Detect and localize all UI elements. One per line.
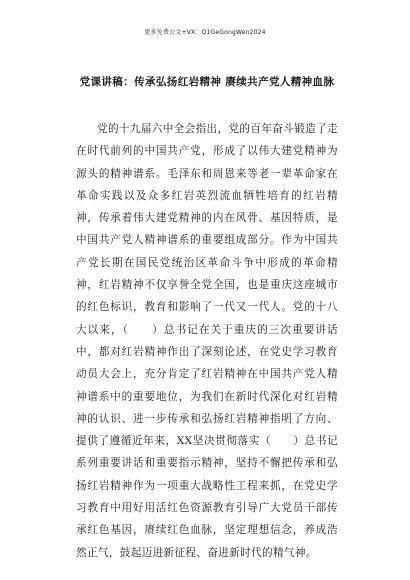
document-title: 党课讲稿：传承弘扬红岩精神 赓续共产党人精神血脉 — [79, 76, 335, 88]
header-note: 更多免费公文+VX：Q1GeGongWen2024 — [144, 29, 266, 36]
body-paragraph: 党的十九届六中全会指出，党的百年奋斗锻造了走在时代前列的中国共产党，形成了以伟大建党精神为源头的精神谱系。毛泽东和周恩来等老一辈革命家在革命实践以及众多红岩英烈流血牺牲培育的红岩精神，传承着伟大建党精神的内在风骨、基因特质，是中国共产党人精神谱系的重要组成部分。作为中国共产党长期在国民党统治区革命斗争中形成的革命精神，红岩精神不仅享誉全党全国，也是重庆这座城市的红色标识，教育和影响了一代又一代人。党的十八大以来，（ ）总书记在关于重庆的三次重要讲话中，都对红岩精神作出了深刻论述，在党史学习教育动员大会上，充分肯定了红岩精神在中国共产党人精神谱系中的重要地位，为我们在新时代深化对红岩精神的认识、进一步传承和弘扬红岩精神指明了方向、提供了遵循近年来，XX坚决贯彻落实（ ）总书记系列重要讲话和重要指示精神，坚持不懈把传承和弘扬红岩精神作为一项重大战略性工程来抓，在党史学习教育中用好用活红色资源教育引导广大党员干部传承红色基因，赓续红色血脉，坚定理想信念，养成浩然正气，鼓起迈进新征程、奋进新时代的精气神。 — [76, 123, 338, 559]
